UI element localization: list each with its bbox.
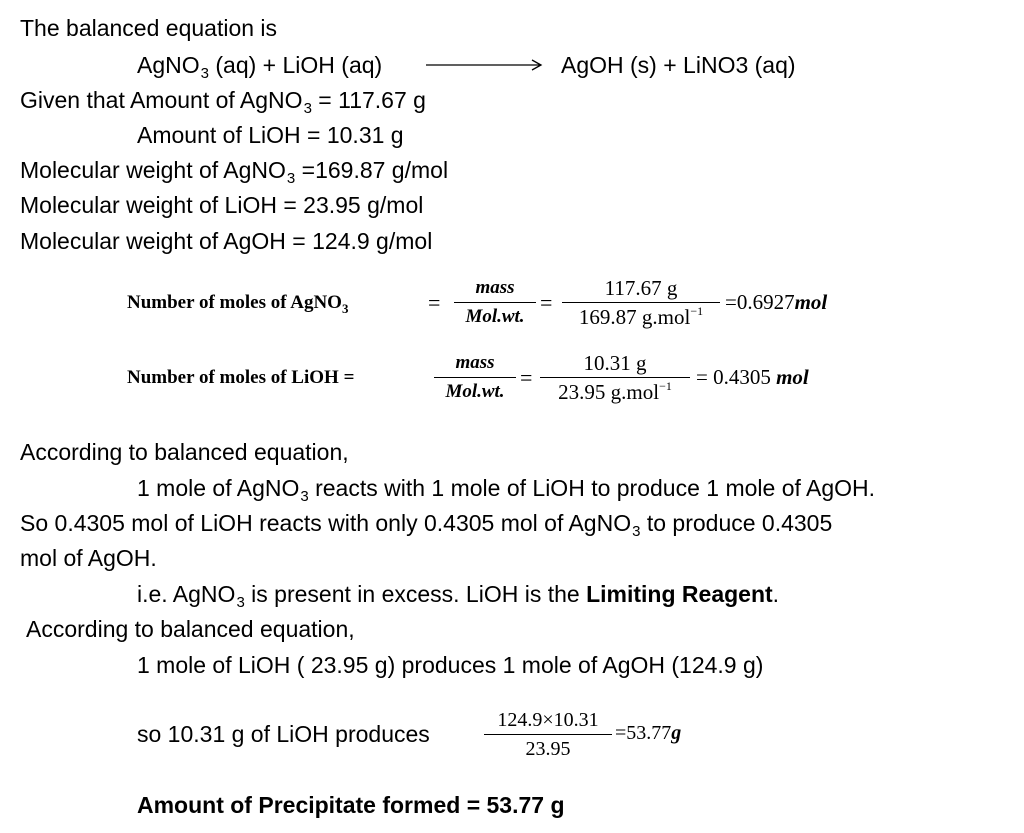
superscript: −1 (659, 379, 672, 393)
produces-line: so 10.31 g of LiOH produces (137, 721, 430, 747)
text: =0.6927 (725, 290, 795, 314)
denominator: Mol.wt. (465, 306, 525, 327)
limiting-reagent-bold: Limiting Reagent (586, 581, 773, 607)
text: i.e. AgNO (137, 581, 236, 607)
unit: mol (794, 290, 828, 314)
fraction-mass-molwt-2 (434, 351, 516, 404)
numerator: mass (475, 277, 515, 298)
subscript: 3 (303, 100, 312, 117)
according-line-2: According to balanced equation, (26, 616, 355, 642)
according-line-1: According to balanced equation, (20, 439, 349, 465)
subscript: 3 (632, 523, 641, 540)
result-agno3 (725, 290, 827, 315)
subscript: 3 (300, 488, 309, 505)
fraction-precipitate (484, 708, 612, 761)
reactant-rest: (aq) + LiOH (aq) (208, 52, 383, 78)
limiting-reagent-line (137, 580, 779, 612)
moles-lioh-label (127, 367, 354, 389)
superscript: −1 (690, 304, 704, 318)
equation-products: AgOH (s) + LiNO3 (aq) (561, 52, 796, 78)
fraction-bar (562, 302, 720, 303)
equals-sign: = (520, 365, 533, 390)
unit: g (671, 722, 682, 744)
given-agno3-mw (20, 156, 448, 188)
text: =169.87 g/mol (295, 157, 449, 183)
text: Number of moles of AgNO (127, 292, 342, 313)
text: Number of moles of LiOH (127, 367, 339, 388)
unit: mol (776, 365, 809, 389)
denominator (540, 380, 690, 407)
equals-sign: = (343, 367, 355, 388)
reaction-line (20, 509, 832, 541)
denominator: Mol.wt. (445, 381, 505, 402)
subscript: 3 (236, 594, 245, 611)
fraction-lioh-values (540, 351, 690, 407)
text: 23.95 g.mol (558, 380, 660, 404)
numerator: mass (455, 352, 495, 373)
result-precipitate (615, 722, 681, 745)
subscript: 3 (286, 170, 296, 187)
mass-relation-line: 1 mole of LiOH ( 23.95 g) produces 1 mole of AgOH (124.9 g) (137, 652, 764, 678)
numerator: 117.67 g (604, 276, 678, 300)
moles-agno3-label (127, 292, 348, 314)
text: is present in excess. LiOH is the (244, 581, 587, 607)
numerator: 124.9×10.31 (497, 709, 599, 731)
given-lioh-mw: Molecular weight of LiOH = 23.95 g/mol (20, 192, 424, 218)
numerator: 10.31 g (583, 351, 647, 375)
equals-sign: = (540, 290, 553, 315)
intro-line: The balanced equation is (20, 15, 278, 41)
fraction-bar (434, 377, 516, 378)
reactant-agno: AgNO (137, 52, 200, 78)
equation-reactants (137, 51, 382, 83)
text: Given that Amount of AgNO (20, 87, 303, 113)
reaction-arrow-icon (426, 58, 546, 72)
text: = 0.4305 (696, 365, 777, 389)
given-lioh-amount: Amount of LiOH = 10.31 g (137, 122, 404, 148)
final-answer: Amount of Precipitate formed = 53.77 g (137, 792, 565, 818)
stoichiometry-line (137, 474, 875, 506)
text: = 117.67 g (311, 87, 426, 113)
fraction-bar (540, 377, 690, 378)
result-lioh (696, 365, 809, 390)
text: Molecular weight of AgNO (20, 157, 286, 183)
text: . (772, 581, 780, 607)
fraction-agno3-values (562, 276, 720, 332)
text: 169.87 g.mol (578, 305, 691, 329)
given-agoh-mw: Molecular weight of AgOH = 124.9 g/mol (20, 228, 433, 254)
subscript: 3 (341, 301, 349, 316)
text: So 0.4305 mol of LiOH reacts with only 0.4305 mol of AgNO (20, 510, 632, 536)
text: 1 mole of AgNO (137, 475, 300, 501)
reaction-line-cont: mol of AgOH. (20, 545, 157, 571)
subscript: 3 (200, 65, 209, 82)
fraction-mass-molwt (454, 276, 536, 329)
denominator (562, 305, 720, 332)
text: to produce 0.4305 (640, 510, 833, 536)
equals-sign: = (428, 290, 441, 315)
text: reacts with 1 mole of LiOH to produce 1 mole of AgOH. (308, 475, 876, 501)
text: =53.77 (615, 722, 672, 744)
given-agno3-amount (20, 86, 426, 118)
fraction-bar (454, 302, 536, 303)
fraction-bar (484, 734, 612, 735)
denominator: 23.95 (525, 738, 571, 760)
